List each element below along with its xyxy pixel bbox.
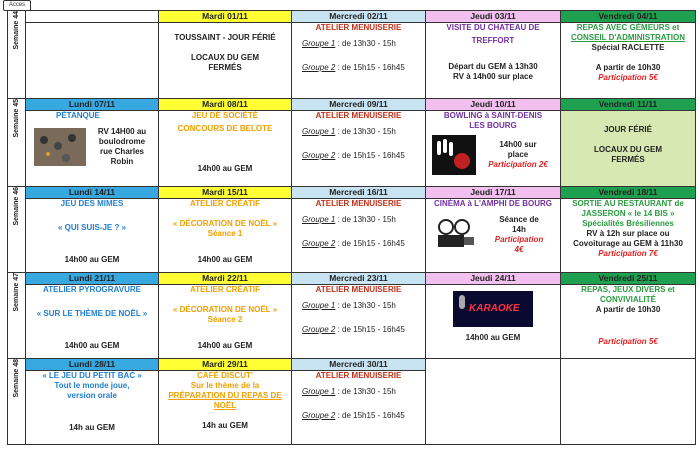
karaoke-image: KARAOKE	[453, 291, 533, 327]
day-header-wednesday: Mercredi 23/11	[292, 273, 426, 285]
tuesday-cell: ATELIER CRÉATIF « DÉCORATION DE NOËL » Séance 1 14h00 au GEM	[159, 199, 292, 273]
thursday-cell: BOWLING à SAINT-DENIS LES BOURG 14h00 sur place Participation 2€	[426, 111, 561, 187]
week-header-row	[8, 359, 696, 371]
week-header-row	[8, 187, 696, 199]
petanque-image	[34, 128, 86, 166]
tuesday-cell: CAFÉ DISCUT' Sur le thème de la PRÉPARATION DU REPAS DE NOËL 14h au GEM	[159, 371, 292, 445]
week-row	[8, 371, 696, 445]
wednesday-cell: ATELIER MENUISERIE Groupe 1 : de 13h30 - 15h Groupe 2 : de 15h15 - 16h45	[292, 371, 426, 445]
bowling-image	[432, 135, 476, 175]
day-header-wednesday: Mercredi 16/11	[292, 187, 426, 199]
day-header-monday: Lundi 21/11	[26, 273, 159, 285]
day-header-tuesday: Mardi 29/11	[159, 359, 292, 371]
day-header-friday: Vendredi 18/11	[561, 187, 696, 199]
monday-cell: PÉTANQUE RV 14H00 au boulodrome rue Charles Robin	[26, 111, 159, 187]
day-header-wednesday: Mercredi 02/11	[292, 11, 426, 23]
day-header-empty	[426, 359, 561, 371]
day-header-thursday: Jeudi 10/11	[426, 99, 561, 111]
monday-cell: ATELIER PYROGRAVURE « SUR LE THÈME DE NOËL » 14h00 au GEM	[26, 285, 159, 359]
thursday-cell: CINÉMA à L'AMPHI DE BOURG Séance de 14h Participation 4€	[426, 199, 561, 273]
day-header-tuesday: Mardi 08/11	[159, 99, 292, 111]
friday-cell: JOUR FÉRIÉ LOCAUX DU GEM FERMÉS	[561, 111, 696, 187]
tuesday-cell: ATELIER CRÉATIF « DÉCORATION DE NOËL » Séance 2 14h00 au GEM	[159, 285, 292, 359]
day-header-thursday: Jeudi 03/11	[426, 11, 561, 23]
week-row	[8, 199, 696, 273]
week-label: Semaine 47	[8, 273, 26, 359]
wednesday-cell: ATELIER MENUISERIE Groupe 1 : de 13h30 - 15h Groupe 2 : de 15h15 - 16h45	[292, 199, 426, 273]
week-label: Semaine 45	[8, 99, 26, 187]
day-header-tuesday: Mardi 01/11	[159, 11, 292, 23]
thursday-cell: KARAOKE 14h00 au GEM	[426, 285, 561, 359]
thursday-cell-empty	[426, 371, 561, 445]
day-header-monday: Lundi 28/11	[26, 359, 159, 371]
day-header-friday: Vendredi 04/11	[561, 11, 696, 23]
week-header-row	[8, 99, 696, 111]
thursday-cell: VISITE DU CHATEAU DE TREFFORT Départ du GEM à 13h30 RV à 14h00 sur place	[426, 23, 561, 99]
week-header-row	[8, 273, 696, 285]
day-header-tuesday: Mardi 22/11	[159, 273, 292, 285]
week-label: Semaine 48	[8, 359, 26, 445]
day-header-tuesday: Mardi 15/11	[159, 187, 292, 199]
week-header-row	[8, 11, 696, 23]
day-header-thursday: Jeudi 24/11	[426, 273, 561, 285]
tuesday-cell: JEU DE SOCIÉTÉ CONCOURS DE BELOTE 14h00 au GEM	[159, 111, 292, 187]
tuesday-cell: TOUSSAINT - JOUR FÉRIÉ LOCAUX DU GEM FERMÉS	[159, 23, 292, 99]
week-label: Semaine 44	[8, 11, 26, 99]
monday-cell-empty	[26, 23, 159, 99]
week-row	[8, 285, 696, 359]
monday-cell: « LE JEU DU PETIT BAC » Tout le monde joue, version orale 14h au GEM	[26, 371, 159, 445]
day-header-empty	[26, 11, 159, 23]
monday-cell: JEU DES MIMES « QUI SUIS-JE ? » 14h00 au GEM	[26, 199, 159, 273]
day-header-empty	[561, 359, 696, 371]
wednesday-cell: ATELIER MENUISERIE Groupe 1 : de 13h30 - 15h Groupe 2 : de 15h15 - 16h45	[292, 23, 426, 99]
day-header-wednesday: Mercredi 09/11	[292, 99, 426, 111]
access-tag: Acces	[3, 0, 31, 11]
day-header-friday: Vendredi 11/11	[561, 99, 696, 111]
friday-cell: REPAS AVEC GÉMEURS et CONSEIL D'ADMINISTRATION Spécial RACLETTE A partir de 10h30 Participation 5€	[561, 23, 696, 99]
cinema-camera-icon	[434, 217, 478, 253]
day-header-thursday: Jeudi 17/11	[426, 187, 561, 199]
week-row	[8, 111, 696, 187]
day-header-monday: Lundi 14/11	[26, 187, 159, 199]
week-row	[8, 23, 696, 99]
day-header-monday: Lundi 07/11	[26, 99, 159, 111]
friday-cell: SORTIE AU RESTAURANT de JASSERON « le 14 BIS » Spécialités Brésiliennes RV à 12h sur place ou Covoiturage au GEM à 11h30 Participation 7€	[561, 199, 696, 273]
friday-cell-empty	[561, 371, 696, 445]
week-label: Semaine 46	[8, 187, 26, 273]
planning-table	[7, 10, 696, 445]
wednesday-cell: ATELIER MENUISERIE Groupe 1 : de 13h30 - 15h Groupe 2 : de 15h15 - 16h45	[292, 111, 426, 187]
wednesday-cell: ATELIER MENUISERIE Groupe 1 : de 13h30 - 15h Groupe 2 : de 15h15 - 16h45	[292, 285, 426, 359]
day-header-wednesday: Mercredi 30/11	[292, 359, 426, 371]
day-header-friday: Vendredi 25/11	[561, 273, 696, 285]
friday-cell: REPAS, JEUX DIVERS et CONVIVIALITÉ A partir de 10h30 Participation 5€	[561, 285, 696, 359]
